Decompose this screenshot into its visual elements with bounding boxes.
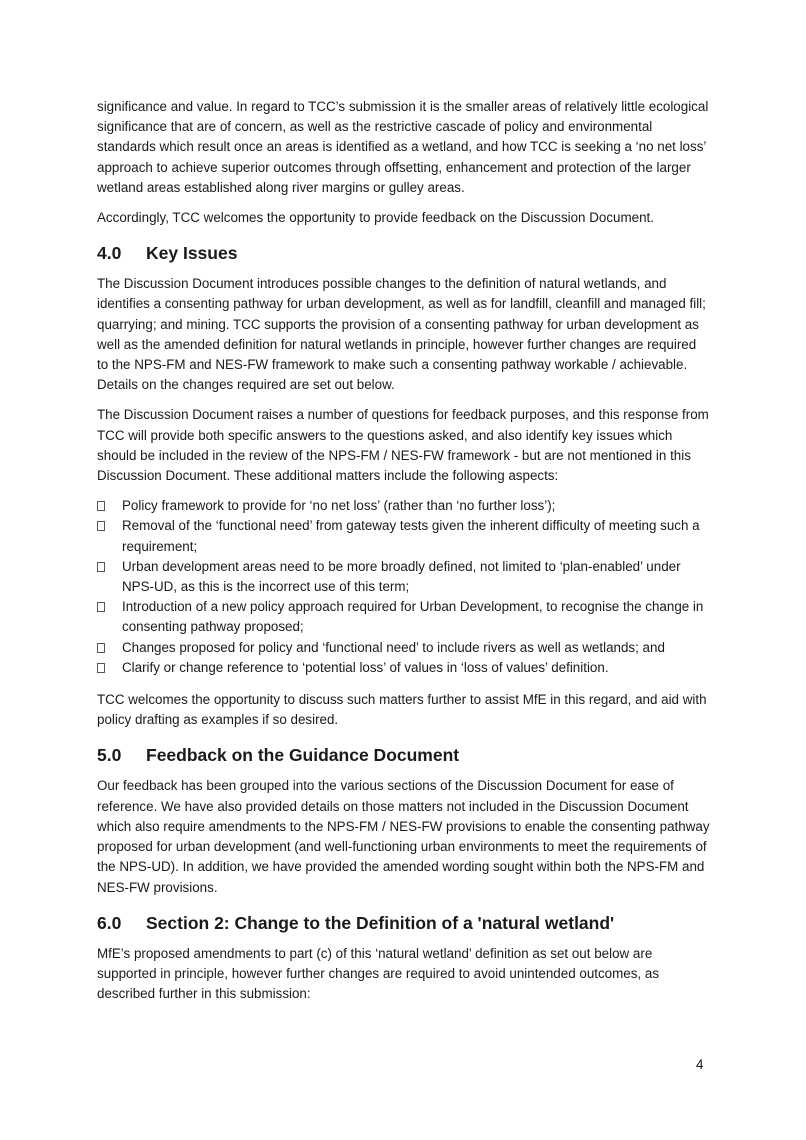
- section-4-heading: [97, 242, 711, 264]
- section-4-paragraph-3: TCC welcomes the opportunity to discuss such matters further to assist MfE in this regard, and aid with policy drafting as examples if so desired.: [97, 692, 707, 728]
- paragraph-continuation: significance and value. In regard to TCC’s submission it is the smaller areas of relatively little ecological significance that are of concern, as well as the restrictive cascade of policy and environmental standards which result once an areas is identified as a wetland, and how TCC is seeking a ‘no net loss’ approach to achieve superior outcomes through offsetting, enhancement and protection of the larger wetland areas established along river margins or gulley areas.: [97, 99, 709, 195]
- checkbox-bullet-icon: [97, 562, 105, 572]
- section-5-title: Feedback on the Guidance Document: [146, 745, 460, 766]
- section-4-paragraph-2: The Discussion Document raises a number of questions for feedback purposes, and this response from TCC will provide both specific answers to the questions asked, and also identify key issues which should be included in the review of the NPS-FM / NES-FW framework - but are not mentioned in this Discussion Document. These additional matters include the following aspects:: [97, 407, 709, 484]
- list-item-text: Urban development areas need to be more broadly defined, not limited to ‘plan-enabled’ under NPS-UD, as this is the incorrect use of this term;: [122, 558, 681, 595]
- checkbox-bullet-icon: [97, 521, 105, 531]
- checkbox-bullet-icon: [97, 643, 105, 653]
- list-item-text: Changes proposed for policy and ‘functional need’ to include rivers as well as wetlands; and: [122, 639, 665, 655]
- paragraph-accordingly: Accordingly, TCC welcomes the opportunity to provide feedback on the Discussion Document.: [97, 210, 654, 226]
- key-issues-list: [97, 496, 711, 678]
- list-item: [97, 516, 711, 556]
- section-4-paragraph-1: The Discussion Document introduces possible changes to the definition of natural wetlands, and identifies a consenting pathway for urban development, as well as for landfill, cleanfill and managed fill; quarrying; and mining. TCC supports the provision of a consenting pathway for urban development as well as the amended definition for natural wetlands in principle, however further changes are required to the NPS-FM and NES-FW framework to make such a consenting pathway workable / achievable. Details on the changes required are set out below.: [97, 276, 706, 393]
- page-number: 4: [696, 1057, 704, 1072]
- list-item: [97, 496, 711, 516]
- section-4-number: 4.0: [97, 243, 122, 264]
- section-5-heading: [97, 744, 711, 766]
- checkbox-bullet-icon: [97, 663, 105, 673]
- checkbox-bullet-icon: [97, 602, 105, 612]
- list-item-text: Introduction of a new policy approach required for Urban Development, to recognise the change in consenting pathway proposed;: [122, 599, 704, 635]
- document-page: [97, 97, 711, 1014]
- section-6-title: Section 2: Change to the Definition of a 'natural wetland': [146, 912, 615, 933]
- list-item-text: Clarify or change reference to ‘potential loss’ of values in ‘loss of values’ definition.: [122, 659, 609, 675]
- section-5-paragraph-1: Our feedback has been grouped into the various sections of the Discussion Document for ease of reference. We have also provided details on those matters not included in the Discussion Document which also require amendments to the NPS-FM / NES-FW provisions to enable the consenting pathway proposed for urban development (and well-functioning urban environments to meet the requirements of the NPS-UD). In addition, we have provided the amended wording sought within both the NPS-FM and NES-FW provisions.: [97, 778, 710, 895]
- list-item: [97, 638, 711, 658]
- list-item-text: Policy framework to provide for ‘no net loss’ (rather than ‘no further loss’);: [122, 498, 556, 514]
- checkbox-bullet-icon: [97, 501, 105, 511]
- section-6-heading: [97, 912, 711, 934]
- list-item: [97, 658, 711, 678]
- section-4-title: Key Issues: [146, 243, 238, 264]
- section-5-number: 5.0: [97, 745, 122, 766]
- list-item-text: Removal of the ‘functional need’ from gateway tests given the inherent difficulty of meeting such a requirement;: [122, 518, 700, 554]
- list-item: [97, 597, 711, 637]
- section-6-paragraph-1: MfE’s proposed amendments to part (c) of this ‘natural wetland’ definition as set out below are supported in principle, however further changes are required to avoid unintended outcomes, as described further in this submission:: [97, 945, 660, 1002]
- list-item: [97, 557, 711, 597]
- section-6-number: 6.0: [97, 912, 122, 933]
